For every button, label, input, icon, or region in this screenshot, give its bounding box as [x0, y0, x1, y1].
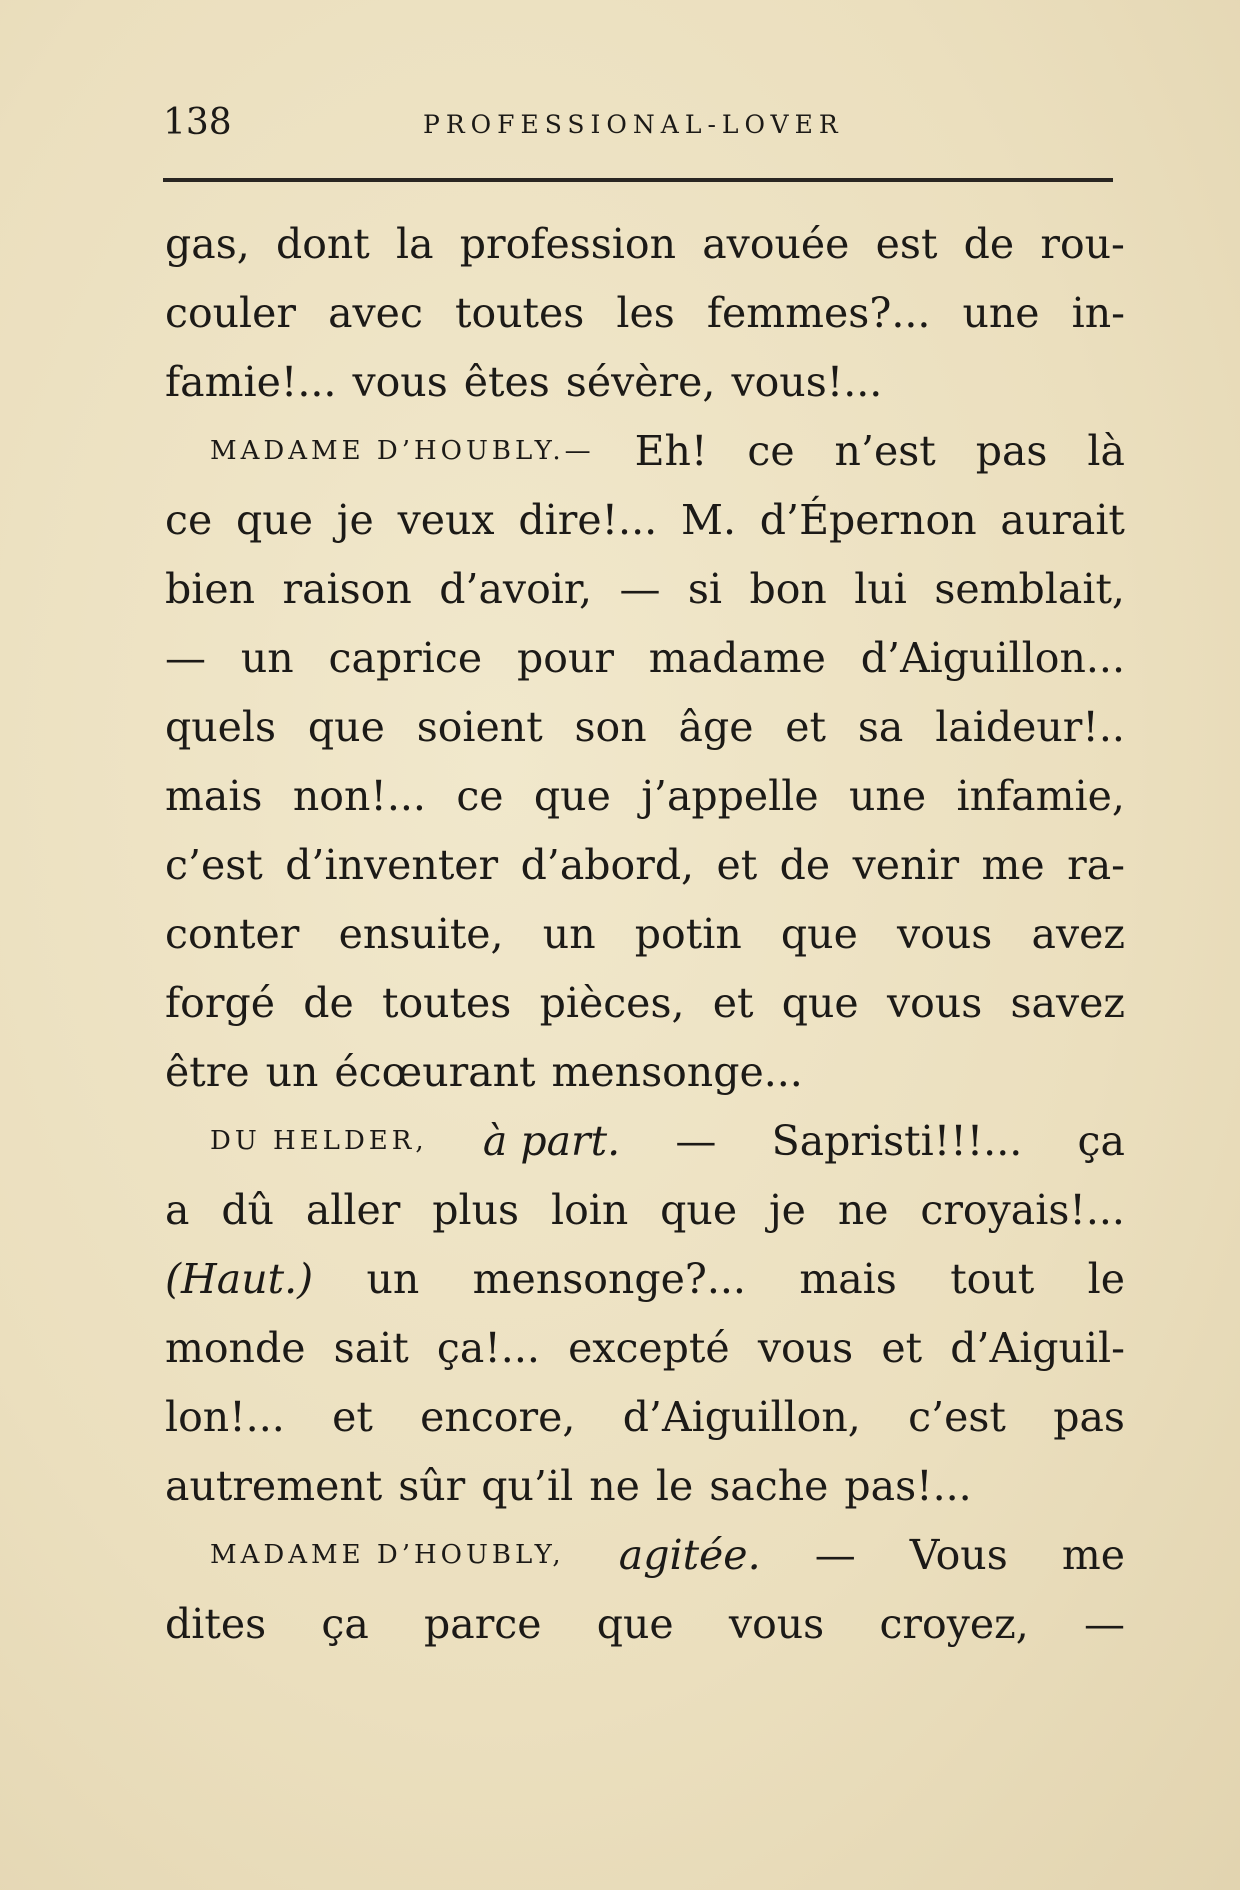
word: bon — [749, 565, 827, 613]
word: que — [307, 703, 385, 751]
word: croyez, — [879, 1600, 1029, 1648]
word: avouée — [702, 220, 850, 268]
word: ra- — [1067, 841, 1125, 889]
body-text — [165, 210, 1125, 1659]
word: je — [768, 1186, 806, 1234]
text-line — [165, 831, 1125, 900]
word: qu’il — [481, 1462, 574, 1510]
word: vous — [757, 1324, 854, 1372]
word: savez — [1010, 979, 1125, 1027]
word: famie!... — [165, 358, 337, 406]
word: mensonge... — [551, 1048, 803, 1096]
word: monde — [165, 1324, 306, 1372]
word: semblait, — [934, 565, 1125, 613]
word: si — [687, 565, 723, 613]
text-line — [165, 486, 1125, 555]
word: avez — [1031, 910, 1125, 958]
word: — — [675, 1117, 717, 1165]
speaker-line — [165, 417, 1125, 486]
word: ce — [747, 427, 795, 475]
stage-direction: agitée. — [618, 1531, 761, 1579]
word: ça — [1077, 1117, 1125, 1165]
speaker-name: DU HELDER, — [210, 1126, 428, 1156]
word: madame — [648, 634, 826, 682]
word: et — [785, 703, 827, 751]
header-rule — [163, 178, 1113, 182]
word: dites — [165, 1600, 267, 1648]
word: c’est — [908, 1393, 1006, 1441]
text-line — [165, 1038, 1125, 1107]
word: dû — [221, 1186, 274, 1234]
word: loin — [550, 1186, 629, 1234]
word: — — [814, 1531, 856, 1579]
word: conter — [165, 910, 300, 958]
word: potin — [634, 910, 742, 958]
word: que — [533, 772, 611, 820]
word: n’est — [834, 427, 936, 475]
word: ça!... — [436, 1324, 540, 1372]
word: forgé — [165, 979, 275, 1027]
word: est — [875, 220, 938, 268]
word: le — [1087, 1255, 1125, 1303]
word: d’abord, — [520, 841, 695, 889]
word: croyais!... — [920, 1186, 1125, 1234]
word: de — [303, 979, 354, 1027]
word: sa — [857, 703, 904, 751]
word: Sapristi!!!... — [771, 1117, 1023, 1165]
word: êtes — [463, 358, 550, 406]
text-line — [165, 1383, 1125, 1452]
word: in- — [1071, 289, 1125, 337]
word: veux — [397, 496, 495, 544]
word: caprice — [328, 634, 483, 682]
word: sûr — [398, 1462, 466, 1510]
word: sévère, — [565, 358, 716, 406]
text-line — [165, 1452, 1125, 1521]
page-header — [163, 98, 1113, 148]
word: toutes — [454, 289, 585, 337]
stage-direction: à part. — [482, 1117, 621, 1165]
text-line — [165, 969, 1125, 1038]
word: un — [542, 910, 596, 958]
word: ce — [456, 772, 504, 820]
word: excepté — [568, 1324, 730, 1372]
word: sait — [333, 1324, 409, 1372]
word: que — [596, 1600, 674, 1648]
word: pas — [975, 427, 1048, 475]
word: plus — [432, 1186, 520, 1234]
text-line — [165, 1314, 1125, 1383]
word: parce — [424, 1600, 542, 1648]
text-line — [165, 348, 1125, 417]
word: de — [963, 220, 1015, 268]
word: Vous — [909, 1531, 1008, 1579]
text-line — [165, 1245, 1125, 1314]
word: vous — [886, 979, 983, 1027]
speaker-name: MADAME D’HOUBLY, — [210, 1540, 565, 1570]
speaker-line — [165, 1521, 1125, 1590]
speaker-name: MADAME D’HOUBLY.— — [210, 436, 595, 466]
word: non!... — [292, 772, 426, 820]
word: c’est — [165, 841, 263, 889]
word: et — [881, 1324, 923, 1372]
word: encore, — [420, 1393, 576, 1441]
word: aller — [305, 1186, 401, 1234]
text-line — [165, 900, 1125, 969]
word: d’Épernon — [759, 496, 977, 544]
word: d’Aiguil- — [950, 1324, 1125, 1372]
word: vous — [728, 1600, 825, 1648]
word: d’Aiguillon... — [860, 634, 1125, 682]
word: infamie, — [956, 772, 1125, 820]
page-number: 138 — [163, 102, 232, 143]
word: ça — [321, 1600, 369, 1648]
word: de — [779, 841, 831, 889]
word: me — [1061, 1531, 1125, 1579]
word: un — [265, 1048, 319, 1096]
word: pour — [516, 634, 614, 682]
word: j’appelle — [641, 772, 819, 820]
word: pièces, — [539, 979, 685, 1027]
word: bien — [165, 565, 256, 613]
text-line — [165, 555, 1125, 624]
word: un — [366, 1255, 420, 1303]
word: et — [332, 1393, 373, 1441]
word: Eh! — [634, 427, 708, 475]
word: venir — [852, 841, 960, 889]
word: sache — [709, 1462, 829, 1510]
word: un — [240, 634, 294, 682]
word: une — [849, 772, 927, 820]
word: d’inventer — [285, 841, 499, 889]
word: que — [660, 1186, 738, 1234]
word: mensonge?... — [472, 1255, 746, 1303]
word: toutes — [381, 979, 512, 1027]
word: avec — [328, 289, 423, 337]
word: être — [165, 1048, 250, 1096]
word: — — [165, 634, 206, 682]
word: autrement — [165, 1462, 383, 1510]
word: quels — [165, 703, 277, 751]
word: profession — [459, 220, 677, 268]
word: a — [165, 1186, 190, 1234]
word: âge — [678, 703, 754, 751]
word: couler — [165, 289, 297, 337]
word: la — [395, 220, 434, 268]
word: ne — [837, 1186, 889, 1234]
word: M. — [680, 496, 736, 544]
word: rou- — [1040, 220, 1125, 268]
word: je — [336, 496, 374, 544]
word: ne — [589, 1462, 640, 1510]
running-title: PROFESSIONAL-LOVER — [423, 110, 844, 139]
word: mais — [165, 772, 263, 820]
word: raison — [282, 565, 412, 613]
stage-direction: (Haut.) — [165, 1255, 314, 1303]
word: là — [1087, 427, 1125, 475]
speaker-line — [165, 1107, 1125, 1176]
word: mais — [799, 1255, 897, 1303]
text-line — [165, 624, 1125, 693]
word: pas — [1053, 1393, 1125, 1441]
word: tout — [950, 1255, 1035, 1303]
word: ensuite, — [338, 910, 504, 958]
word: les — [616, 289, 675, 337]
word: laideur!.. — [935, 703, 1125, 751]
word: ce — [165, 496, 213, 544]
word: vous!... — [731, 358, 883, 406]
word: et — [712, 979, 754, 1027]
word: — — [619, 565, 661, 613]
word: dont — [275, 220, 370, 268]
text-line — [165, 693, 1125, 762]
word: femmes?... — [706, 289, 931, 337]
text-line — [165, 210, 1125, 279]
text-line — [165, 1176, 1125, 1245]
word: que — [781, 979, 859, 1027]
word: le — [655, 1462, 694, 1510]
word: d’avoir, — [439, 565, 593, 613]
word: vous — [897, 910, 993, 958]
word: pas!... — [844, 1462, 972, 1510]
word: dire!... — [518, 496, 658, 544]
word: lon!... — [165, 1393, 285, 1441]
word: lui — [854, 565, 907, 613]
word: son — [574, 703, 647, 751]
word: soient — [416, 703, 543, 751]
word: une — [962, 289, 1040, 337]
text-line — [165, 762, 1125, 831]
text-line — [165, 279, 1125, 348]
word: me — [981, 841, 1045, 889]
word: que — [236, 496, 313, 544]
word: que — [780, 910, 858, 958]
word: écœurant — [334, 1048, 536, 1096]
word: d’Aiguillon, — [622, 1393, 861, 1441]
text-line — [165, 1590, 1125, 1659]
word: vous — [352, 358, 448, 406]
word: aurait — [1000, 496, 1125, 544]
word: et — [716, 841, 758, 889]
word: — — [1084, 1600, 1125, 1648]
word: gas, — [165, 220, 250, 268]
